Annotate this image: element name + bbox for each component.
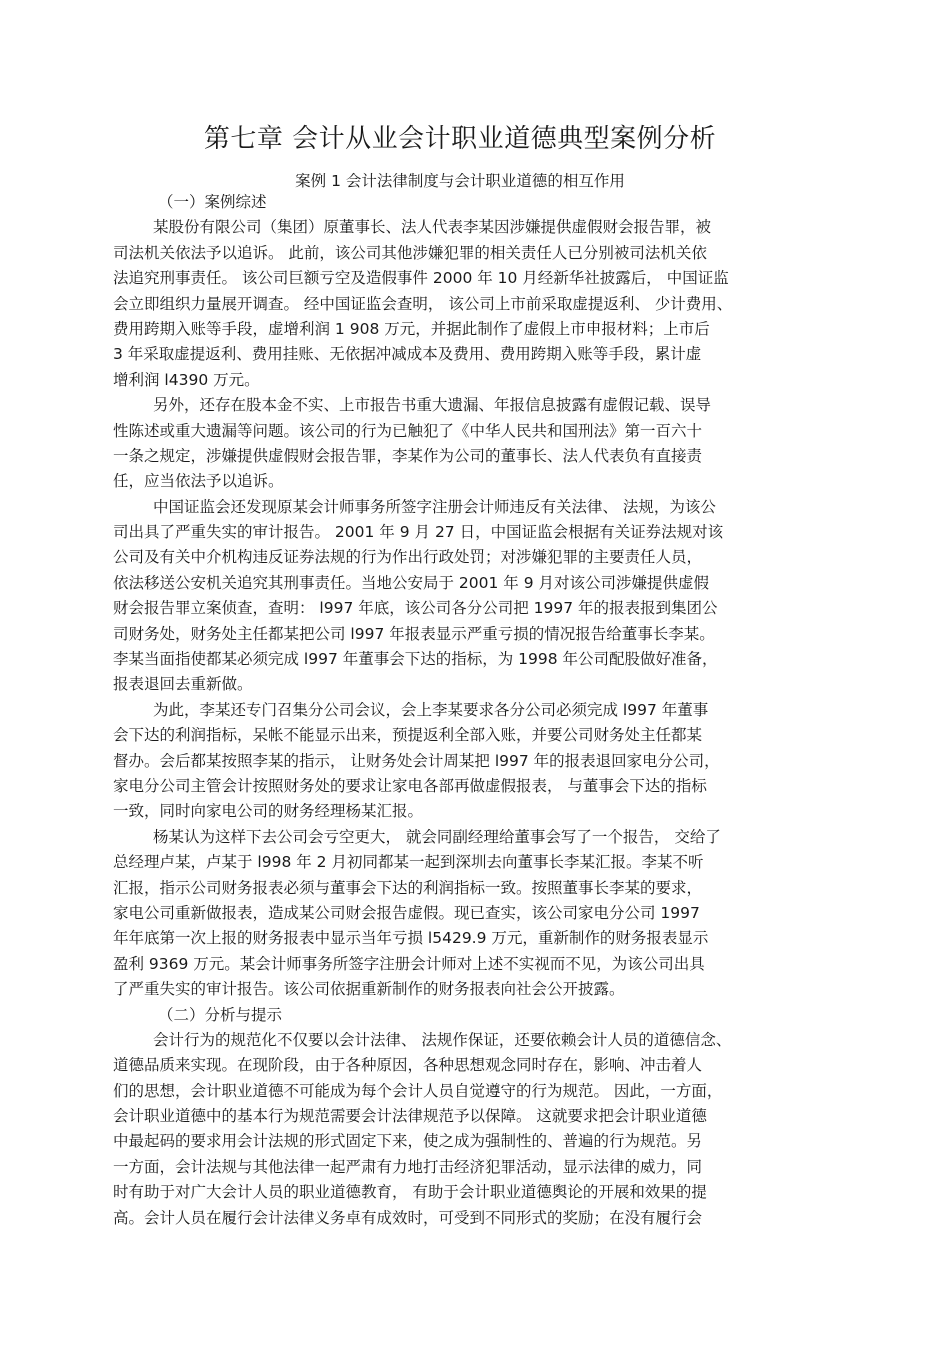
- paragraph-line: 一条之规定，涉嫌提供虚假财会报告罪，李某作为公司的董事长、法人代表负有直接责: [113, 446, 703, 465]
- paragraph-line: 道德品质来实现。在现阶段，由于各种原因，各种思想观念同时存在，影响、冲击着人: [113, 1056, 703, 1075]
- paragraph-line: 一方面，会计法规与其他法律一起严肃有力地打击经济犯罪活动，显示法律的威力，同: [113, 1157, 703, 1176]
- paragraph-line: 3 年采取虚提返利、费用挂账、无依据冲减成本及费用、费用跨期入账等手段，累计虚: [113, 345, 702, 364]
- paragraph-line: 司法机关依法予以追诉。 此前，该公司其他涉嫌犯罪的相关责任人已分别被司法机关依: [113, 243, 707, 262]
- paragraph-line: 中最起码的要求用会计法规的形式固定下来，使之成为强制性的、普遍的行为规范。另: [113, 1132, 703, 1151]
- paragraph-line: 增利润 l4390 万元。: [113, 370, 260, 389]
- section-heading: （一）案例综述: [158, 193, 267, 211]
- case-subtitle: 案例 1 会计法律制度与会计职业道德的相互作用: [295, 172, 625, 190]
- paragraph-line: 财会报告罪立案侦查，查明： l997 年底，该公司各分公司把 1997 年的报表报到集团公: [113, 599, 718, 618]
- paragraph-line: 了严重失实的审计报告。该公司依据重新制作的财务报表向社会公开披露。: [113, 980, 625, 999]
- paragraph-line: 们的思想，会计职业道德不可能成为每个会计人员自觉遵守的行为规范。 因此，一方面，: [113, 1081, 723, 1100]
- paragraph-line: 报表退回去重新做。: [113, 675, 253, 694]
- paragraph-line: 司财务处，财务处主任都某把公司 l997 年报表显示严重亏损的情况报告给董事长李某。: [113, 624, 715, 643]
- paragraph-line: 家电公司重新做报表，造成某公司财会报告虚假。现已查实，该公司家电分公司 1997: [113, 903, 700, 922]
- paragraph-line: 会下达的利润指标，呆帐不能显示出来，预提返利全部入账，并要公司财务处主任都某: [113, 726, 703, 745]
- paragraph-first-line: 杨某认为这样下去公司会亏空更大， 就会同副经理给董事会写了一个报告， 交给了: [153, 827, 721, 846]
- paragraph-line: 时有助于对广大会计人员的职业道德教育， 有助于会计职业道德舆论的开展和效果的提: [113, 1183, 707, 1202]
- paragraph-line: 年年底第一次上报的财务报表中显示当年亏损 l5429.9 万元，重新制作的财务报表显示: [113, 929, 709, 948]
- paragraph-line: 会计职业道德中的基本行为规范需要会计法律规范予以保障。 这就要求把会计职业道德: [113, 1107, 707, 1126]
- paragraph-line: 一致，同时向家电公司的财务经理杨某汇报。: [113, 802, 424, 821]
- paragraph-line: 依法移送公安机关追究其刑事责任。当地公安局于 2001 年 9 月对该公司涉嫌提供虚假: [113, 573, 710, 592]
- paragraph-line: 汇报，指示公司财务报表必须与董事会下达的利润指标一致。按照董事长李某的要求，: [113, 878, 703, 897]
- paragraph-line: 盈利 9369 万元。某会计师事务所签字注册会计师对上述不实视而不见，为该公司出具: [113, 954, 705, 973]
- paragraph-first-line: 中国证监会还发现原某会计师事务所签字注册会计师违反有关法律、 法规，为该公: [153, 497, 716, 516]
- paragraph-line: 公司及有关中介机构违反证券法规的行为作出行政处罚；对涉嫌犯罪的主要责任人员，: [113, 548, 703, 567]
- chapter-title: 第七章 会计从业会计职业道德典型案例分析: [203, 124, 717, 154]
- paragraph-line: 司出具了严重失实的审计报告。 2001 年 9 月 27 日，中国证监会根据有关证券法规对该: [113, 523, 724, 542]
- section-heading: （二）分析与提示: [158, 1005, 283, 1024]
- paragraph-line: 家电分公司主管会计按照财务处的要求让家电各部再做虚假报表， 与董事会下达的指标: [113, 776, 707, 795]
- paragraph-line: 总经理卢某，卢某于 l998 年 2 月初同都某一起到深圳去向董事长李某汇报。李某不听: [113, 853, 704, 872]
- paragraph-first-line: 某股份有限公司（集团）原董事长、法人代表李某因涉嫌提供虚假财会报告罪，被: [153, 218, 712, 237]
- paragraph-line: 会立即组织力量展开调查。 经中国证监会查明， 该公司上市前采取虚提返利、 少计费用、: [113, 294, 733, 313]
- paragraph-line: 高。会计人员在履行会计法律义务卓有成效时，可受到不同形式的奖励；在没有履行会: [113, 1208, 703, 1227]
- paragraph-first-line: 另外，还存在股本金不实、上市报告书重大遗漏、年报信息披露有虚假记载、误导: [153, 396, 712, 415]
- paragraph-line: 督办。会后都某按照李某的指示， 让财务处会计周某把 l997 年的报表退回家电分公司，: [113, 751, 720, 770]
- paragraph-line: 任，应当依法予以追诉。: [113, 472, 284, 491]
- paragraph-first-line: 为此，李某还专门召集分公司会议，会上李某要求各分公司必须完成 l997 年董事: [153, 700, 709, 719]
- body-text: [113, 190, 838, 1231]
- paragraph-line: 法追究刑事责任。 该公司巨额亏空及造假事件 2000 年 10 月经新华社披露后， 中国证监: [113, 269, 729, 288]
- paragraph-first-line: 会计行为的规范化不仅要以会计法律、 法规作保证，还要依赖会计人员的道德信念、: [153, 1030, 732, 1049]
- paragraph-line: 性陈述或重大遗漏等问题。该公司的行为已触犯了《中华人民共和国刑法》第一百六十: [113, 421, 703, 440]
- paragraph-line: 费用跨期入账等手段，虚增利润 1 908 万元，并据此制作了虚假上市申报材料；上市后: [113, 319, 710, 338]
- paragraph-line: 李某当面指使都某必须完成 l997 年董事会下达的指标，为 1998 年公司配股做好准备，: [113, 650, 718, 669]
